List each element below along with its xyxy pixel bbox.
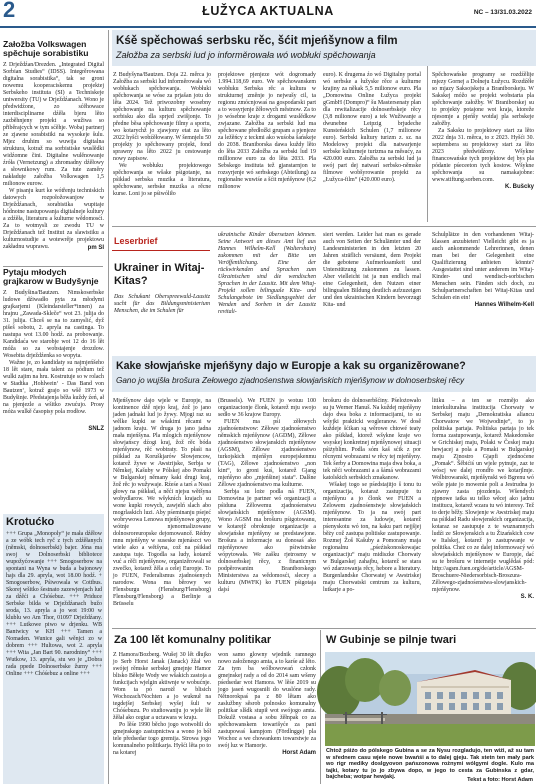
letter-title: Ukrainer in Witaj-Kitas? [114,262,205,287]
article-column [113,652,211,784]
article-column [113,398,211,624]
letter-intro-text: Das Schukant Oberspreewald-Lausitz sucht für das Bildungsministerium Menschen, die im Schulen für [114,294,210,314]
photo-headline: W Gubinje se pilnje twari [326,634,457,646]
article-column [218,398,316,624]
article-body: Po lěśe 1990 běcho jogo wotwołili do gmejnskego zastupnictwa a wono jo bół tele předsedar togo gremija. Strowa jogo komunalneho politikarja. Hyšći lěta po to na kotarej [113,722,211,756]
street-photo [325,652,535,746]
article-title: Załožba Volkswagen spěchuje sorabistiku [3,39,89,59]
letter-signature: Hannes Wilhelm-Kell [474,302,534,308]
article-body: Z Budyšina/Bautzen. Nimskoserbske ludowe dźiwadło pyta za młodymi grajkarjemi (Kleindarsteller*innen) za hrajnu „Zawada-Skleče“ wot 23. julija do 31. julija. Chceš se na to zamyslić, dyž pišeš sobotu, 2. apryla na castinga. To nastupa wot 13.00 hodź. za probowanje. Kandidaća we starobje wot 12 do 16 lět móža so za wobstajenje drozdow. Wosebita drježdźenka so wopyta. [3,289,104,359]
article-column [218,652,316,784]
article-body: We wobłuku projektowego spěchowanja se wšake pśigotanje, na pśikład serbska muzika a literatura, spěchowane, serbske muzika a rěcne kurse. Loni jo se pśiwóliło [113,163,211,197]
street-photo-illustration [325,652,535,746]
article-signature: S. K. [520,594,534,600]
photo-caption: Chtož pśiźo do pólskego Gubina a se za Nysu rozgladujo, ten wiźi, až su tam w sřednem casu wjele nowe bwańśi a to dalej gjeju. Tak stetn ten mały park wo rigr mediky doslgyovon pańszonowa rożnymi wólgymi dogle. Kulo ma tajki, kotary tu jo jo zbywa dopo, w jego to cesta za Gubinska z gdar, bajcheba; wotpar hewjakj. [326,748,534,781]
article-column [432,72,534,222]
issue-date: NC – 13/31.03.2022 [473,9,532,16]
article-title: Pytaju młodych grajkarow w Budyšynje [3,267,99,287]
article-body: W pisanju kurt ke wótřenju techniskich datowych rozpołožowanjow w Drježdźanach, sorabistika wupitaje hódnotne nastupowanja digitalneje kultury a zdźěła, literaturu a kulturne wědomosći. Za to wotmysli ze zwodu TU w Drježdźanach tež Institut za slawistiku a kulturnostudije a wotewrěje projektowu zakładnu wuprawu. [3,187,104,250]
article-signature: K. Bušcky [504,184,534,190]
article-body: Wšakej togo se pśedstajitjo š tonu tu organizacija, kotaraż zastupuje tu mjeńšynu a jo člonk we FUEN a Zelowem zjadnośenstwje słowjańskich mjeńšynow. To ja na swój part interesantne za ludowje, kotarež pśenyskotu wó ton, na kaku part nejjšjej běży což zastupa politiske zastupowanje. Rozmej Žoš Kašuby a Pomorany maja regionalnu „pśeźiskonoskowajac organizaciju“ maju midiszke Chorwaty w Bulgarskej zahajbu, kotarež se stara wó zdarzowanja rěcy, hebore a literatury. Burgenlandske Chorwatej w Awstriskej maju Chorwatski centrum za kulturu, lutkarje a po- [323,482,421,593]
article-body: projektowe pjenjeze wót dogromady 1.994.118,69 euro. We spěchowanskem wobłuku Serbska rěc a kultura w strukturnej změnje jo nejwušy cil, ta regionu zmócnjowaś na gospodarski part a to wosyrjenje žěłowych městnow. Za to jo wósebne kraje z drogami wuslědkow zwjazane. Załožba za serbski lud ma spěchowane předłožki grupam a pjenjeze za ležěńcy z teckmi ako wuśoba šańskeje do 2038. Braniborska dawa kuždy lěto do lěta 2033 Załožba za serbski lud 19 millionow euro za do lěta 2033. Pla Sebskego instituta tež gjanstarnjon te rozsyrjenje wó serbskego (Abteilung) za regionalne wuwiśe a šćit mjeńšynow (6,2 milionow [218,72,316,190]
article-signature: SNLZ [88,425,104,432]
article-body: won samo glowny wjednik ramnego nowo załoženego amta, a to karśe až lěto. Za tym ba wólbowowań członk gmejnskej rady a od do 2014 sam wšeny pśedsedar wot Hamora. W lěśe 2019 su jogo jaseń wugosniłi do wuslóne rady. Nětnorokpaś pa z 80 lětam ako zaslužbny sěsrob polnosko komunalny politikar slšdk stupił wot swójogo amta. Dokulž vostasa a sobu žěłnpak co za spěchowanskem towarišyće za pani zastupowaś kampjom (Fördlngge) pla Wochoz a we chowankem towarstwje za swój luz w Hamorje. [218,652,316,749]
article-body: Z Budyšyna/Bautzen. Doja 22. měrca jo Załožba za serbski lud informěrowała wó wobłukach spěchowanja. Wobłuki spěchowanja se wóse za prjašan jotu do lěta 2024. Tež priwozobny wosebny spěchowanje na kulturu spěchowanje sorbisku ako dla sprjed zwišjonje. To předne běsa spěchowanje filmy a sportu, wo kotarychž jo zjawjony etat za lěto 2022 hyšći wobźěłowany. W šemnjelu 50 projekty jo spěchowany projekt, fond sprawny na lěto 2022 ju cestowanje nowy zapisow. [113,72,211,162]
article-body: (Brussels). We FUEN jo wotuu 100 organizacionje člonk, kotarež mju swojo sedło w 36 krajow Europy. [218,398,316,418]
article-body: euro). K drugema źo wó Digitalny portal wó serbske a łužyske rěce a kulturne krajiny za někak 5,5 milionow euro. Pla „Domowina Online Łužyca projekt gGmbH (Dompro)“ šu Mastersenaty plan dla rewitalizacije dolnoserbskeje rěcy (3,8 milionow euro) a tek Wužiwanje a dwunebne Leipzig brjudeche Kunsteńskich Schulen (1,7 milionow euro). Serbski kultury turizm z. sz. na Modelowy projekt dla natwarjenje serbske kulturneje turizma na měsućy, za 420.000 euro. Załožba za serbski lud ja swój part dej natwarí serbsko-němske filmowe wobšyrowanie projekt za „Łužyca-film“ (420.000 euro). [323,72,421,183]
section-label: Leserbrief [114,236,158,246]
brief-title: Krotućko [6,516,55,528]
main-headline: Kśě spěchowaś serbsku rěc, šćit mjeńšynow a film [116,34,398,47]
article-column [323,72,421,222]
news-brief [6,516,102,782]
article-body: Serbja su loże podla ná FUEN, Domowina je partner wó organizacji a pśiduna Zělowemu zjadnośenstwu słowjańskich mjeńšynow (AGSM). Wono AGSM ma brošuru pśigotowanu, w kotarejž obroknuje organizacije a słowjańske mjeńšyny se predstawjone. Brošura a informacje su donosaś ako mjeńšynowe ako pśiwistrske wópytowała. We zašku rjetrosmy w dolnoserbskej rěcy, z finanicnym podpěrowanim Braniborskego Ministerstwa za wědomosći, slecey a kulturu (MWFK) ko FUEN pśigotaja dajsí [218,489,316,593]
letter-intro [114,294,210,344]
photo-credit: Tekst a foto: Horst Adam [464,777,533,783]
letter-body: siert werden. Leider hat man es gerade auch von Seiten der Schulämter und der Landesministerien in den letzten 20 Jahren sträflich versäumt, dem Projekt die gebotene Aufmerksamkeit und Unterstützung zukommen zu lassen. Aber vielleicht ist ja nun endlich mal eine Gelegenheit, den Nutzen einer bilingualen Bildung deutlich aufzuzeigen und den ukrainischen Kindern bevorzugt Kita- und [323,232,421,308]
article-body: Spěchowańske programy se rozdźělije mjezy Gornej a Dolneju Łužycu. Rozdźěłe so mjazy Saksojskeju a Braniborskeju. W Sakskej móžo se projekt wobstarta pla spěchowanje załožby. W Braniborskej su to projekty potajone wot kraja, ktoreže njesomje a pjeńšy wotdaj pla serbskeje załožby. [432,72,534,127]
article-body: Mjeńšynow dajo wjele w Europje, na kontinence dźě njejo kraj, źož jo jano jaden jadnaki lud jo žywy. Mjogi raz su wělke kupki se wšakimi rěcami w jadnom kraju. W druga jo jano jadna mała mjeńšyna. Pla mlogich mjeńšynow słowjańscy dźogi kraj, žož rěc bóda mjeńšynow, rěć wobtraty. To płaśi na pśikład za Koruškjarów Słowjencow, kotarež žywe w Awstrijske, Serbja w Němkej, Kašuby w Pólskej abo Pomaki w Bulgarskej němany kaki drugi kraj, žož rěc jo wužywaje. Rźeśe a tarś a Nsssi głowy na pśikład, a něći njejsu wětšyna wobydlarow. We wšykních krajach su wone kupki rowych, zawjelń slach abo mogrlaskich luzi. Aby pśeminanju pśejeć wobrywowa Lenowa mjeńšynowe grupy, wótnje njenormalizowane dolnosroreuropske dejomowancě. Rédny mnu mjeńšyny w suseske mjenáscci wo wiele ako a wětšyna, což na pśikład zastupa tuje. Togodla sa ludy, kotarež vuć a rěči mjeńšynow, organizěrowali se zwečko, kotarež žěla a celej Europje. To jo FUEN, Federalismus zjadnośenych narodow. Wona ma běrowy we Flensburgu (Flensburg/Flensborg) Flensburg/Flensborg) a Berlinje a Brüsselu [113,398,211,607]
letter-body: ukrainische Kinder übersetzen können. Seine Antwort an dieses Amt lief aus Hannes Wilhelm-Kell (Waltershain) zukommen mit der Bitte um Veröffentlichung. Eine der rückwirkenden und Sprachen zum Ukrainischen sind die wendischen Sprachen in der Lausitz. Mit dem Witaj-Projekt sollen bilinguale Kita- und Schulangebote im Siedlungsgebiet der Wenden und Sorben in der Lausitz revitali- [218,232,316,315]
article-body: Wažne je, zo kandidaty su najmjeńšeho 18 lět stare, mała talent za pódium tež wulki zajim na hru. Kostrutuje so w rolach w Stadtka ‚Hohlwein‘ - Das Band von Bautzen‘, kotraž grajo so wšě 1973 w Budyšinje. Předstajenja běža kuždy źeń, ał na pjenjezle a wšitko zwućujo. Prosy móża wulkě časopisy pola rrodłow. [3,359,104,415]
article-column [323,398,421,624]
letter-column [218,232,316,350]
main-subheadline: Załožba za serbski lud jo informěrowała wó wobłuki spěchowanja [116,50,376,60]
article-column [432,398,534,624]
left-column [3,268,104,438]
article-body: FUEN ma pśi zěłowych zjadnośenstwow: Zěłowe zjadnośenstwo němskich mjeńšynow (AGDM), Zělowe zjadnośenstwo słowjanskich mjeńšynow (AGSM), Zělowe zjadnośenstwo turkojskich mjeńšyn europejskenmu (TAG), Zělowe zjadnośenstwo „non kint“, to groni kuś, kotarež Gjang mjeńšyno abo „mjeńšinej stata“. Dalšne Zělowe zjadnośenstwo ma kulturne. [218,419,316,488]
article-body: Za Saksku to projektowy start za lěto 2022 dnja 31. měrca, to z 2023. Hyšći 30. septembera su projektowy start za lěto 2023 předwidźony. Wšykne financowańske tych projektow dej bys pla pódanie pśeceeton tych kostow. Wšykne spěchowanja su namakajobne: www.stiftung.sorben.com. [432,128,534,183]
article-signature: pm SI [87,244,104,251]
letter-column [323,232,421,350]
middle-headline: Kake słowjańske mjeńšyny dajo w Europje a kak su organizěrowane? [116,360,466,372]
bottom-headline: Za 100 lět komunalny politikar [114,634,272,646]
letter-body: Schulplätze in den vorhandenen Witaj-klassen anzubieten! Vielleicht gibt es ja auch ankommende Lehrerinnen, denen man bei der Gelegenheit eine Qualifizierung anbieten könnte? Ausgestattet sind unter anderem im Witaj-Kinder- und wendisch-sorbischen Menschen sein. Fänden sich doch, zu Schulpartnerschaften bei Witaj-Kitas und Schulen ein ein! [432,232,534,301]
article-body: Z Hamora/Bozberg. Wušej 30 lět dłujko jo Serb Horst Janak (Janack) žžał wo swójej rěmske serbskej gmejnje Hamor blisko Běłeje Wody we wšakich zastoja a funkcijach wjelgin aktiwnje w wobućnje. Wom ta pó narożł w blisich Wochozach/Nochten a jo wuknuł na tegdejšej Serbskej wyšej šuli w Chóśebuzu. Po studiowaniju jo wjele lět žěłał ako cegtar a uctawara w kraju. [113,652,211,721]
article-column [218,72,316,222]
article-body: litiku – a ten se rozmějo ako interkulturalna institucija Chorwaty w Serbskej maju „Demokratiska aliancu Chorwatow we Wojwodinje“, to jo politiska partaja. Politiska partaja jo tek forma zastupowanja, kotarež Makedonske w Grichiskej maju, Polaki w Českej maju hewjacej a pola a Pomaki w Bulgarskej maju Zjnostro Gjapfi zjednoćene „Pomak“. Šěbićiś un wjele pytnuje, zaz te wóscj we dalej rrondřo we kotarjlmje. Wolbirowanski, mjeńšynski wó Bgrenu wó wóle pjate jo mowenie poli a Jestrudna jo zjawny zasta pjozdenja. Wšendych njpnowe iatka su telko wěcej ako jadnu institucu, kotarež wzara tu wó interesy. Tež to derje běžy. Slowjenje w Awstriskej maju na pśikład Radu słowjenskich organizacija, kotaraz se zastupuje z te wuznamnych ludźi ze Słowjenskich a tu Žizańskich cow w Italskej, kotarež jo zastupwanje w politika. Cheż co ze dalej informowacý wó słowjańskich mjeńšynow w Europje, dać su te brošuru w internetje wuglědaś pód: http://agsm.fuen.org/de/article/AGSM-Broschuere-Niedersorbisch-Broszura-Zělowego-zjadnośenstwa-slowjanskich-mjeńšynow. [432,398,534,593]
page-number: 2 [3,0,16,22]
newspaper-title: ŁUŽYCA AKTUALNA [202,4,334,18]
page-header [0,0,536,28]
article-body: Z Drježdźan/Drezden. „Integrated Digital Sorbian Studies“ (IDSS). Integrěrowana digitalna sorabistika“, tak se groni nowemu kooperaciskemu projektej Serbskeho instituta (SI) a Techniskeje uniwersity (TU) w Drježdźanach. Wono je předwidźone, zo sćěhowace interdisciplinarne dźěła bjeru lěto zazběhnjeny projekt a wužiwa so přiběrajcych w tym sćěhje. Wobaj partnerj ze zjawne sorabistiki na wysokeje šulu. Mjez druhim so wuwija digitalna struktura, kotraž ma sorbistiske wuslědki widźomne čini. Digitalne wulěnowanje źróła (Vernetzung) a zhromadny dźěłowy a słownikowy rum. Za tute zaměry nakładuje załožba Volkswagen 1,5 milionow eurow. [3,61,104,187]
article-column [113,72,211,222]
article-signature: Horst Adam [282,750,316,756]
brief-body: +++ Grupa „Monopoly“ je mała dźěłow a ze wóbk tech ryč z tych zdźěłanych (němski, dolnoserbski) bajer. Jóna ma swoj w Dolnoserbski bibliotece wupožyćowanje +++ Smogoserbow na spontani na Wyna w buda a bajonowy hajs dla 29. apryla, wot 18.00 hodź. + Smogoserbow, Pśiwowala w Cottbus. Skorej wšitko šestnato zazewjenjach lud za dźěći a Chóśebuz. +++ Priduce Serbske bilda w Drježdźanach bužo sroda, 13. apryla a jo wot 19:00 w klublu wo Am Thor, 01097 Drježdźany. +++ Lutkowe piwo w drjenku. WB Bantwicy w KH +++ Tamen a Nomaden. Wunice gali wěnjci zo w dobrem +++ Hultowa, wot 2. apryla +++ Wita „Jan Bart 90. narodniny“ +++ Wutkow, 13. apryla, stu wo je „Dobra rada ppede Dolnoserbske žurny +++ Online +++ Chóśebuz a online +++ [6,531,102,677]
middle-subheadline: Gano jo wujšła brošura Zełowego zjadnośenstwa słowjańskich mjeńšynow w dolnoserbskej rěcy [116,376,465,385]
article-body: brošuru do dolnoserbšćiny. Pśelożowało su ju Werner Hanuš. Na kuždej mjeńšyny dajo dwa boka z informacijami, to su wšyjki prakticki wogleranow. W dosě kuždeje šćikan są wěrowe chtowé teaty ako pśikład, ktorež wšykne kraje wo wsyskej konkretnej mjeńšynowej situacji pśiżyblim. Podla sóm kaš sćik z por rěcnymi wobrazami w rěcy tej mjeńšyny. Tek šerby a Domowina maja dwa boka, a tek něći wobrazami a a šámá wobrazami katolskich serbskich zmakanow. [323,398,421,481]
letter-column [432,232,534,350]
